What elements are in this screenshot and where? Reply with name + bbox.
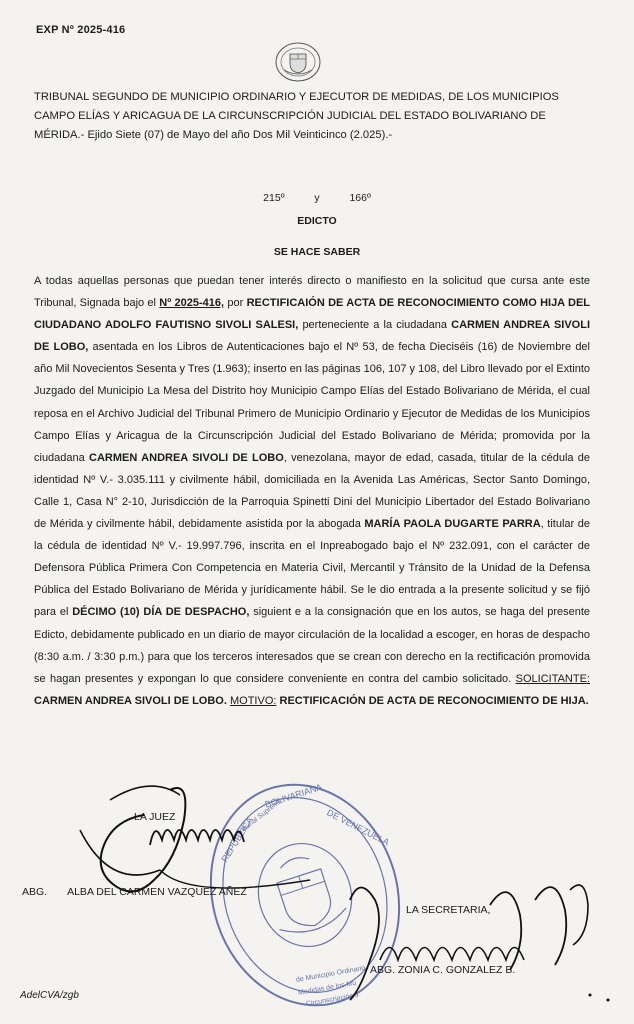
body-text: por bbox=[224, 297, 247, 310]
judge-name-line bbox=[22, 886, 247, 898]
solicitante-name: CARMEN ANDREA SIVOLI DE LOBO. bbox=[34, 694, 227, 707]
expediente-number: EXP Nº 2025-416 bbox=[36, 24, 126, 36]
applicant-name: CARMEN ANDREA SIVOLI DE LOBO, bbox=[34, 319, 591, 354]
body-text: asentada en los Libros de Autenticaciones bajo el Nº 53, de fecha Dieciséis (16) de Noviembre del año Mil Novecientos Sesenta y Tres (1.963); inserto en las páginas 106, 107 y 108, del Libro llevado por el Extinto Juzgado del Municipio La Mesa del Distrito hoy Municipio Campo Elías del Estado Bolivariano de Mérida, el cual reposa en el Archivo Judicial del Tribunal Primero de Municipio Ordinario y Ejecutor de Medidas de los Municipios Campo Elías y Aricagua de la Circunscripción Judicial del Estado Bolivariano de Mérida; promovida por la ciudadana bbox=[34, 341, 590, 464]
svg-text:de Municipio Ordinario: de Municipio Ordinario bbox=[295, 964, 366, 984]
body-text: A todas aquellas personas que puedan tener interés directo o manifiesto en la solicitud que cursa ante este Tribunal, Signada bajo el bbox=[34, 275, 590, 310]
applicant-name: CARMEN ANDREA SIVOLI DE LOBO bbox=[89, 451, 284, 464]
expediente-ref: Nº 2025-416, bbox=[159, 297, 225, 310]
svg-text:DE VENEZUELA: DE VENEZUELA bbox=[325, 807, 391, 848]
solicitante-label: SOLICITANTE: bbox=[515, 672, 590, 685]
svg-text:BOLIVARIANA: BOLIVARIANA bbox=[263, 781, 324, 810]
secretary-label: LA SECRETARIA, bbox=[406, 904, 491, 916]
lawyer-name: MARÍA PAOLA DUGARTE PARRA bbox=[364, 518, 541, 531]
acta-description: RECTIFICAIÓN DE ACTA DE RECONOCIMIENTO COMO HIJA DEL CIUDADANO ADOLFO FAUTISNO SIVOLI SALESI, bbox=[34, 297, 591, 332]
deadline-day: DÉCIMO (10) DÍA DE DESPACHO, bbox=[72, 606, 250, 619]
years-line bbox=[0, 192, 634, 204]
motivo-text: RECTIFICACIÓN DE ACTA DE RECONOCIMIENTO DE HIJA. bbox=[276, 694, 589, 707]
coat-of-arms-icon bbox=[272, 40, 324, 84]
edict-title: EDICTO bbox=[297, 215, 337, 227]
court-header bbox=[34, 88, 600, 145]
year-independence: 215º bbox=[263, 192, 285, 204]
body-text: , titular de la cédula de identidad Nº V.- 19.997.796, inscrita en el Inpreabogado bajo el Nº 232.091, con el carácter de Defensora Pública Primera Con Competencia en Materia Civil, Mercantil y Tránsito de la Unidad de la Defensa Pública del Estado Bolivariano de Mérida y jurídicamente hábil. Se le dio entrada a la presente solicitud y se fijó para el bbox=[34, 518, 590, 619]
judge-name: ALBA DEL CARMEN VAZQUEZ AÑEZ bbox=[67, 886, 247, 898]
svg-text:Circunscripción J: Circunscripción J bbox=[305, 991, 360, 1008]
header-date-line: MÉRIDA.- Ejido Siete (07) de Mayo del año Dos Mil Veinticinco (2.025).- bbox=[34, 129, 393, 141]
edict-subtitle: SE HACE SABER bbox=[273, 246, 361, 258]
svg-text:REPUBLICA: REPUBLICA bbox=[219, 815, 255, 864]
abg-prefix: ABG. bbox=[22, 886, 48, 898]
reference-initials: AdelCVA/zgb bbox=[20, 990, 79, 1001]
body-text: perteneciente a la ciudadana bbox=[298, 319, 452, 332]
body-text: siguient e a la consignación que en los autos, se haga del presente Edicto, debidamente publicado en un diario de mayor circulación de la localidad a escoger, en horas de despacho (8:30 a.m. / 3:30 p.m.) para que los terceros interesados que se crean con derecho en la rectificación promovida se hagan presentes y expongan lo que considere conveniente en contra del cambio solicitado. bbox=[34, 606, 591, 685]
year-federation: 166º bbox=[349, 192, 371, 204]
secretary-name: ABG. ZONIA C. GONZALEZ B. bbox=[370, 964, 516, 976]
year-separator: y bbox=[314, 192, 320, 204]
body-text: , venezolana, mayor de edad, casada, titular de la cédula de identidad Nº V.- 3.035.111 y civilmente hábil, domiciliada en la Avenida Las Américas, Sector Santo Domingo, Calle 1, Casa N° 2-10, Jurisdicción de la Parroquia Spinetti Dini del Municipio Libertador del Estado Bolivariano de Mérida y civilmente hábil, debidamente asistida por la abogada bbox=[34, 451, 591, 531]
svg-text:Medidas de los Mu: Medidas de los Mu bbox=[297, 979, 357, 997]
secretary-signature bbox=[340, 870, 630, 1010]
header-line: TRIBUNAL SEGUNDO DE MUNICIPIO ORDINARIO Y EJECUTOR DE MEDIDAS, DE LOS MUNICIPIOS bbox=[34, 91, 559, 103]
svg-text:Tribunal Supremo: Tribunal Supremo bbox=[235, 797, 284, 838]
judge-label: LA JUEZ bbox=[134, 811, 176, 823]
header-line: CAMPO ELÍAS Y ARICAGUA DE LA CIRCUNSCRIPCIÓN JUDICIAL DEL ESTADO BOLIVARIANO DE bbox=[34, 110, 546, 122]
edict-body bbox=[34, 270, 590, 712]
motivo-label: MOTIVO: bbox=[229, 694, 277, 707]
